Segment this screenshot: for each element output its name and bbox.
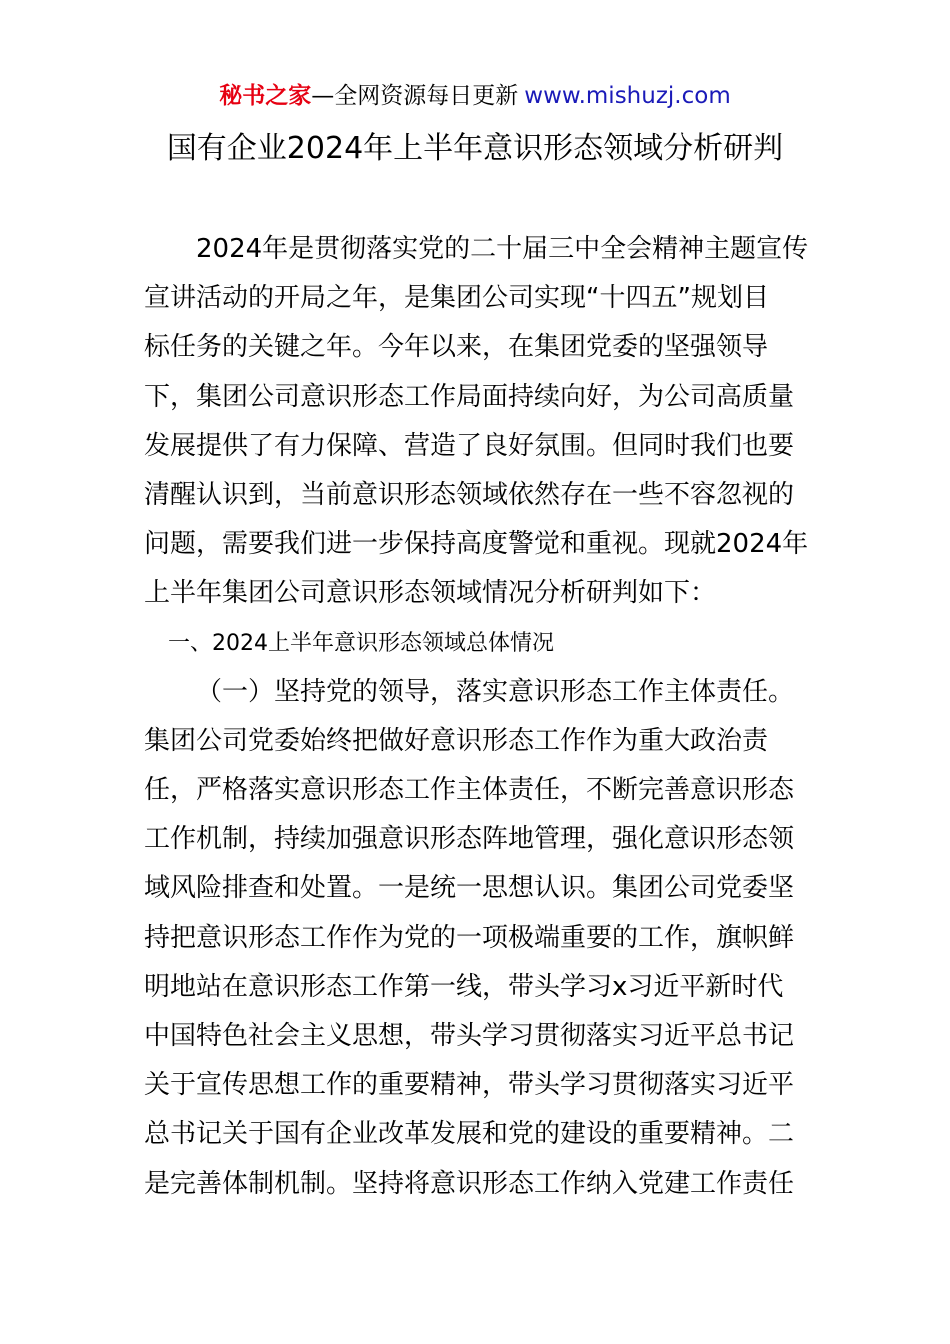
text-line: 持把意识形态工作作为党的一项极端重要的工作，旗帜鲜	[144, 922, 795, 953]
site-url: www.mishuzj.com	[524, 83, 731, 109]
site-brand: 秘书之家	[219, 83, 312, 109]
text-line: 上半年集团公司意识形态领域情况分析研判如下：	[144, 578, 717, 609]
document-title: 国有企业2024年上半年意识形态领域分析研判	[166, 131, 784, 166]
text-line: 发展提供了有力保障、营造了良好氛围。但同时我们也要	[144, 430, 795, 461]
text-line: 关于宣传思想工作的重要精神，带头学习贯彻落实习近平	[144, 1070, 795, 1101]
site-header	[0, 80, 950, 112]
text-line: 中国特色社会主义思想，带头学习贯彻落实习近平总书记	[144, 1021, 795, 1051]
text-line: 宣讲活动的开局之年，是集团公司实现“十四五”规划目	[144, 283, 769, 314]
text-line: 集团公司党委始终把做好意识形态工作作为重大政治责	[144, 725, 769, 756]
site-tagline: —全网资源每日更新	[311, 83, 519, 109]
text-line: 标任务的关键之年。今年以来，在集团党委的坚强领导	[144, 332, 769, 363]
text-line: 明地站在意识形态工作第一线，带头学习x习近平新时代	[144, 971, 784, 1002]
text-line: 问题，需要我们进一步保持高度警觉和重视。现就2024年	[144, 529, 808, 560]
text-line: 下，集团公司意识形态工作局面持续向好，为公司高质量	[144, 381, 795, 412]
text-line: 域风险排查和处置。一是统一思想认识。集团公司党委坚	[144, 873, 795, 904]
text-line: 清醒认识到，当前意识形态领域依然存在一些不容忽视的	[144, 479, 795, 510]
text-line: 工作机制，持续加强意识形态阵地管理，强化意识形态领	[144, 824, 795, 855]
subsection-heading: （一）坚持党的领导，落实意识形态工作主体责任。	[196, 676, 795, 707]
text-line: 是完善体制机制。坚持将意识形态工作纳入党建工作责任	[144, 1168, 795, 1199]
document-body	[144, 225, 808, 1209]
text-line: 2024年是贯彻落实党的二十届三中全会精神主题宣传	[196, 234, 808, 264]
text-line: 任，严格落实意识形态工作主体责任，不断完善意识形态	[144, 775, 795, 806]
text-line: 总书记关于国有企业改革发展和党的建设的重要精神。二	[144, 1119, 795, 1150]
section-heading: 一、2024上半年意识形态领域总体情况	[168, 630, 554, 656]
